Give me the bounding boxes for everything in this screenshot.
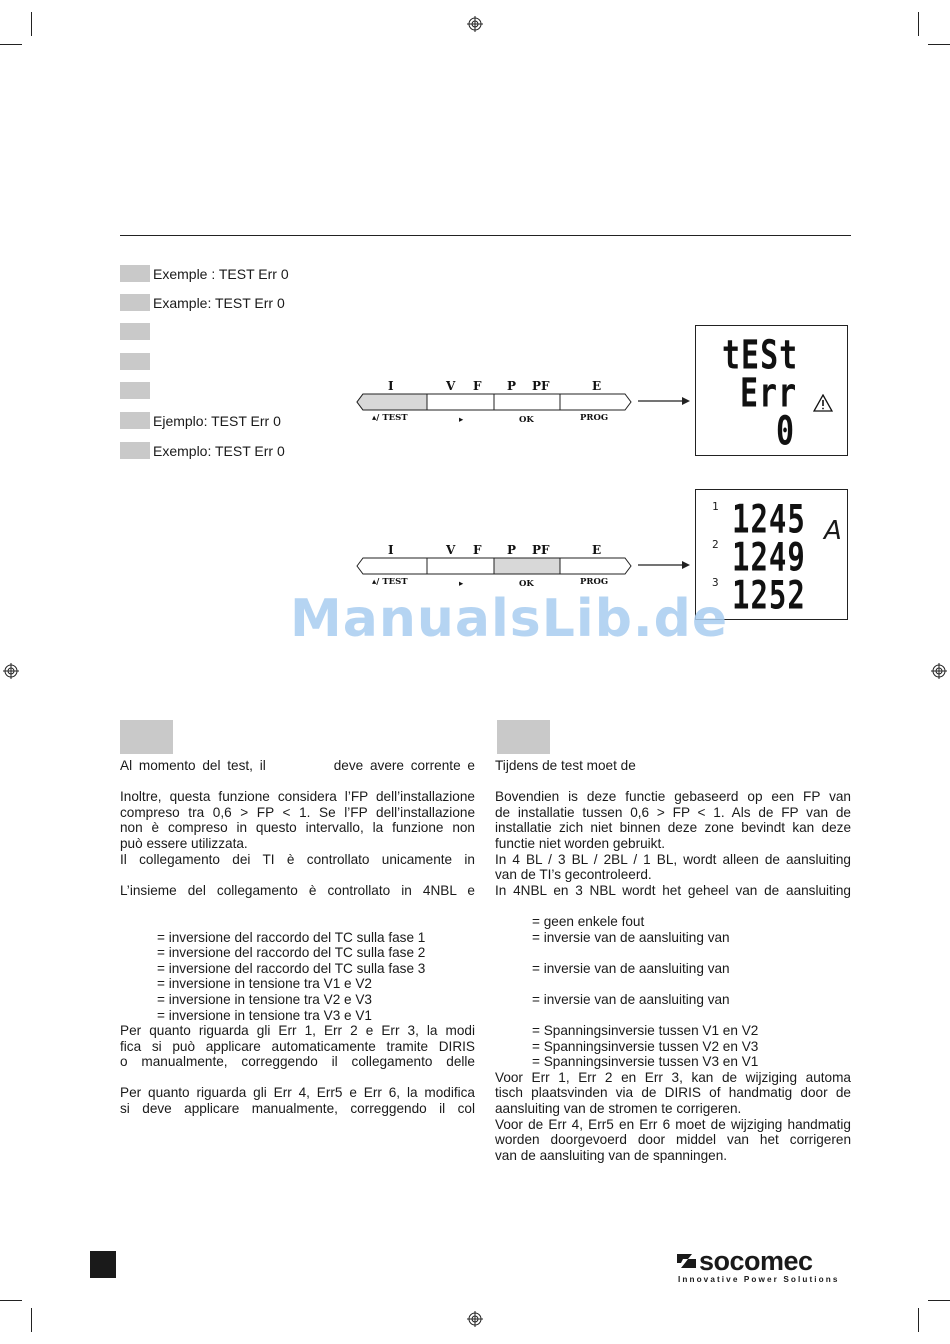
key-sub-test: ▴/ TEST — [372, 577, 408, 587]
key-label-p: P — [507, 543, 517, 557]
paragraph-line: Per quanto riguarda gli Err 1, Err 2 e Err 3, la modi — [120, 1023, 475, 1039]
lcd-line-value: 0 — [776, 408, 796, 456]
key-label-i: I — [388, 379, 394, 393]
arrow-icon — [638, 395, 692, 407]
paragraph-line: compreso tra 0,6 > FP < 1. Se l’FP dell’installazione — [120, 804, 475, 820]
crop-mark — [918, 12, 919, 36]
paragraph-line: van de aansluiting van de spanningen. — [495, 1147, 728, 1163]
error-line: = Spanningsinversie tussen V2 en V3 — [532, 1038, 759, 1054]
key-sub-test: ▴/ TEST — [372, 413, 408, 423]
paragraph-line: può essere utilizzata. — [120, 835, 248, 851]
arrow-icon — [638, 559, 692, 571]
registration-mark-icon — [931, 663, 947, 679]
dutch-column — [495, 758, 851, 1163]
key-label-p: P — [507, 379, 517, 393]
phase-label: 3 — [712, 576, 719, 589]
example-row — [120, 265, 289, 283]
key-sub-prog: PROG — [580, 413, 609, 423]
language-flag — [120, 265, 150, 282]
key-label-f: F — [473, 543, 482, 557]
registration-mark-icon — [467, 1311, 483, 1327]
key-sub-ok: OK — [519, 415, 534, 425]
logo-brand: socomec — [699, 1246, 813, 1276]
phase-value: 1245 — [732, 496, 806, 542]
italian-column — [120, 758, 475, 1117]
paragraph-line: In 4 BL / 3 BL / 2BL / 1 BL, wordt alleen de aansluiting — [495, 851, 851, 867]
paragraph-line: Per quanto riguarda gli Err 4, Err5 e Err 6, la modifica — [120, 1085, 475, 1101]
key-label-i: I — [388, 543, 394, 557]
paragraph-line: Al momento del test, il deve avere corrente e — [120, 758, 475, 773]
error-line: = inversie van de aansluiting van — [532, 960, 730, 976]
paragraph-line: tisch plaatsvinden via de DIRIS of handmatig door de — [495, 1085, 851, 1101]
language-flag — [120, 382, 150, 399]
paragraph-line: de installatie tussen 0,6 > FP < 1. Als de FP van de — [495, 804, 851, 820]
crop-mark — [31, 12, 32, 36]
example-text: Ejemplo: TEST Err 0 — [153, 413, 281, 429]
paragraph-line: In 4NBL en 3 NBL wordt het geheel van de aansluiting — [495, 882, 851, 898]
phase-value: 1252 — [732, 572, 806, 618]
example-text: Example: TEST Err 0 — [153, 295, 285, 311]
example-row — [120, 323, 153, 341]
language-flag — [120, 442, 150, 459]
phase-value: 1249 — [732, 534, 806, 580]
registration-mark-icon — [467, 16, 483, 32]
paragraph-line: functie niet worden gebruikt. — [495, 835, 666, 851]
lcd-test-display — [695, 325, 848, 456]
keypad-diagram-ok — [355, 542, 633, 592]
error-line: = inversione in tensione tra V3 e V1 — [157, 1007, 372, 1023]
paragraph-line: Il collegamento dei TI è controllato unicamente in — [120, 851, 475, 867]
section-flag-italian — [120, 720, 173, 754]
error-line — [495, 976, 851, 992]
error-line: = inversione in tensione tra V2 e V3 — [157, 991, 372, 1007]
error-line: = inversione del raccordo del TC sulla fase 2 — [157, 945, 426, 961]
example-row — [120, 412, 281, 430]
paragraph-line: Voor de Err 4, Err5 en Err 6 moet de wijziging handmatig — [495, 1116, 851, 1132]
header-rule — [120, 235, 851, 236]
crop-mark — [0, 44, 22, 45]
language-flag — [120, 353, 150, 370]
example-row — [120, 442, 285, 460]
error-line: = inversione del raccordo del TC sulla fase 3 — [157, 960, 426, 976]
paragraph-line: Inoltre, questa funzione considera l’FP dell’installazione — [120, 789, 475, 805]
paragraph-line: Voor Err 1, Err 2 en Err 3, kan de wijziging automa — [495, 1069, 851, 1085]
phase-label: 1 — [712, 500, 719, 513]
paragraph-line: van de TI’s gecontroleerd. — [495, 867, 652, 883]
section-flag-dutch — [497, 720, 550, 754]
paragraph-line: Bovendien is deze functie gebaseerd op een FP van — [495, 789, 851, 805]
crop-mark — [0, 1300, 22, 1301]
error-line — [495, 1008, 851, 1024]
paragraph-line: Tijdens de test moet de — [495, 758, 636, 773]
socomec-mark-icon — [676, 1251, 698, 1271]
crop-mark — [31, 1308, 32, 1332]
crop-mark — [918, 1308, 919, 1332]
logo-wordmark — [676, 1247, 854, 1275]
paragraph-line: aansluiting van de stromen te corrigeren. — [495, 1101, 742, 1117]
error-line: = inversione in tensione tra V1 e V2 — [157, 976, 372, 992]
key-label-v: V — [446, 379, 456, 393]
key-label-f: F — [473, 379, 482, 393]
logo-tagline: Innovative Power Solutions — [678, 1275, 840, 1284]
error-line: = Spanningsinversie tussen V3 en V1 — [532, 1054, 759, 1070]
error-line: = inversie van de aansluiting van — [532, 991, 730, 1007]
paragraph-line: installatie zich niet binnen deze zone bevindt kan deze — [495, 820, 851, 836]
paragraph-line: o manualmente, correggendo il collegamento delle — [120, 1054, 475, 1070]
lcd-line-err: Err — [740, 370, 798, 418]
paragraph-line: fica si può applicare automaticamente tramite DIRIS — [120, 1038, 475, 1054]
error-line — [495, 945, 851, 961]
registration-mark-icon — [3, 663, 19, 679]
error-line: = inversione del raccordo del TC sulla fase 1 — [157, 929, 426, 945]
key-label-pf: PF — [532, 543, 550, 557]
keypad-diagram-test — [355, 378, 633, 428]
key-label-pf: PF — [532, 379, 550, 393]
key-label-v: V — [446, 543, 456, 557]
example-row — [120, 294, 285, 312]
error-line: = inversie van de aansluiting van — [532, 929, 730, 945]
language-flag — [120, 412, 150, 429]
example-text: Exemplo: TEST Err 0 — [153, 443, 285, 459]
key-label-e: E — [592, 379, 602, 393]
paragraph-line: L’insieme del collegamento è controllato in 4NBL e — [120, 882, 475, 898]
warning-icon — [813, 394, 833, 412]
page-marker — [90, 1251, 116, 1278]
language-flag — [120, 294, 150, 311]
key-sub-right: ▸ — [459, 415, 464, 425]
error-line: = geen enkele fout — [532, 913, 645, 929]
example-row — [120, 353, 153, 371]
lcd-line-test: tESt — [722, 332, 799, 380]
phase-label: 2 — [712, 538, 719, 551]
crop-mark — [928, 1300, 950, 1301]
watermark: ManualsLib.de — [290, 589, 729, 649]
paragraph-line: non è compreso in questo intervallo, la funzione non — [120, 820, 475, 836]
example-row — [120, 382, 153, 400]
example-text: Exemple : TEST Err 0 — [153, 266, 289, 282]
crop-mark — [928, 44, 950, 45]
key-sub-prog: PROG — [580, 577, 609, 587]
paragraph-line: worden doorgevoerd door middel van het corrigeren — [495, 1132, 851, 1148]
paragraph-line: si deve applicare manualmente, correggendo il col — [120, 1101, 475, 1117]
unit-label: A — [824, 516, 842, 546]
key-sub-ok: OK — [519, 579, 534, 589]
key-label-e: E — [592, 543, 602, 557]
socomec-logo — [676, 1247, 854, 1284]
language-flag — [120, 323, 150, 340]
key-sub-right: ▸ — [459, 579, 464, 589]
error-line: = Spanningsinversie tussen V1 en V2 — [532, 1023, 759, 1039]
